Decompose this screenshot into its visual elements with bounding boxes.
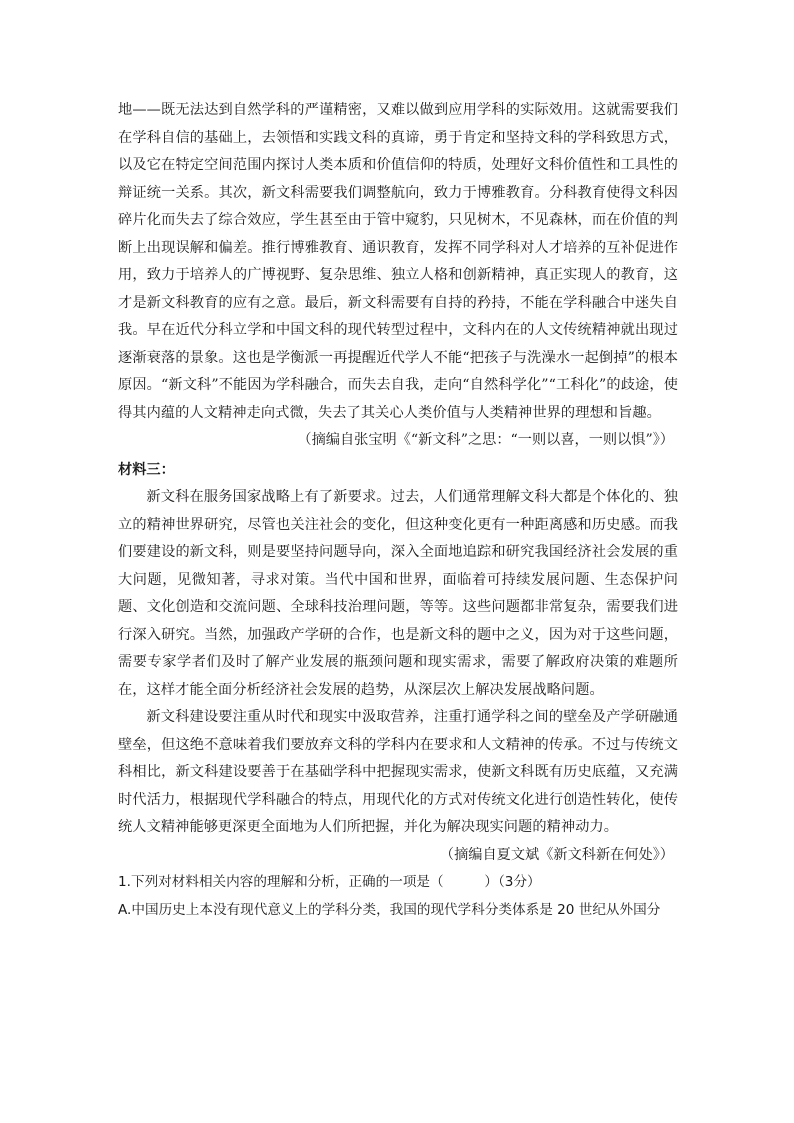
material3-paragraph-1: 新文科在服务国家战略上有了新要求。过去，人们通常理解文科大都是个体化的、独立的精神世界研究，尽管也关注社会的变化，但这种变化更有一种距离感和历史感。而我们要建设的新文科，则是要坚持问题导向，深入全面地追踪和研究我国经济社会发展的重大问题，见微知著，寻求对策。当代中国和世界，面临着可持续发展问题、生态保护问题、文化创造和交流问题、全球科技治理问题，等等。这些问题都非常复杂，需要我们进行深入研究。当然，加强政产学研的合作，也是新文科的题中之义，因为对于这些问题，需要专家学者们及时了解产业发展的瓶颈问题和现实需求，需要了解政府决策的难题所在，这样才能全面分析经济社会发展的趋势，从深层次上解决发展战略问题。 <box>118 489 678 698</box>
document-page <box>118 97 678 924</box>
material3-citation: （摘编自夏文斌《新文科新在何处》） <box>439 846 674 863</box>
question-1-stem: 1.下列对材料相关内容的理解和分析，正确的一项是（ ）（3分） <box>118 874 541 890</box>
material3-heading: 材料三： <box>118 461 175 478</box>
material2-continuation-paragraph: 地——既无法达到自然学科的严谨精密，又难以做到应用学科的实际效用。这就需要我们在学科自信的基础上，去领悟和实践文科的真谛，勇于肯定和坚持文科的学科致思方式，以及它在特定空间范围内探讨人类本质和价值信仰的特质，处理好文科价值性和工具性的辩证统一关系。其次，新文科需要我们调整航向，致力于博雅教育。分科教育使得文科因碎片化而失去了综合效应，学生甚至由于管中窥豹，只见树木，不见森林，而在价值的判断上出现误解和偏差。推行博雅教育、通识教育，发挥不同学科对人才培养的互补促进作用，致力于培养人的广博视野、复杂思维、独立人格和创新精神，真正实现人的教育，这才是新文科教育的应有之意。最后，新文科需要有自持的矜持，不能在学科融合中迷失自我。早在近代分科立学和中国文科的现代转型过程中，文科内在的人文传统精神就出现过逐渐衰落的景象。这也是学衡派一再提醒近代学人不能“把孩子与洗澡水一起倒掉”的根本原因。“新文科”不能因为学科融合，而失去自我，走向“自然科学化”“工科化”的歧途，使得其内蕴的人文精神走向式微，失去了其关心人类价值与人类精神世界的理想和旨趣。 <box>118 102 678 421</box>
question-1-option-a: A.中国历史上本没有现代意义上的学科分类，我国的现代学科分类体系是 20 世纪从外国分 <box>118 901 661 918</box>
material3-paragraph-2: 新文科建设要注重从时代和现实中汲取营养，注重打通学科之间的壁垒及产学研融通壁垒，但这绝不意味着我们要放弃文科的学科内在要求和人文精神的传承。不过与传统文科相比，新文科建设要善于在基础学科中把握现实需求，使新文科既有历史底蕴，又充满时代活力，根据现代学科融合的特点，用现代化的方式对传统文化进行创造性转化，使传统人文精神能够更深更全面地为人们所把握，并化为解决现实问题的精神动力。 <box>118 709 678 835</box>
material2-citation: （摘编自张宝明《“新文科”之思：“一则以喜，一则以惧”》） <box>297 432 674 448</box>
